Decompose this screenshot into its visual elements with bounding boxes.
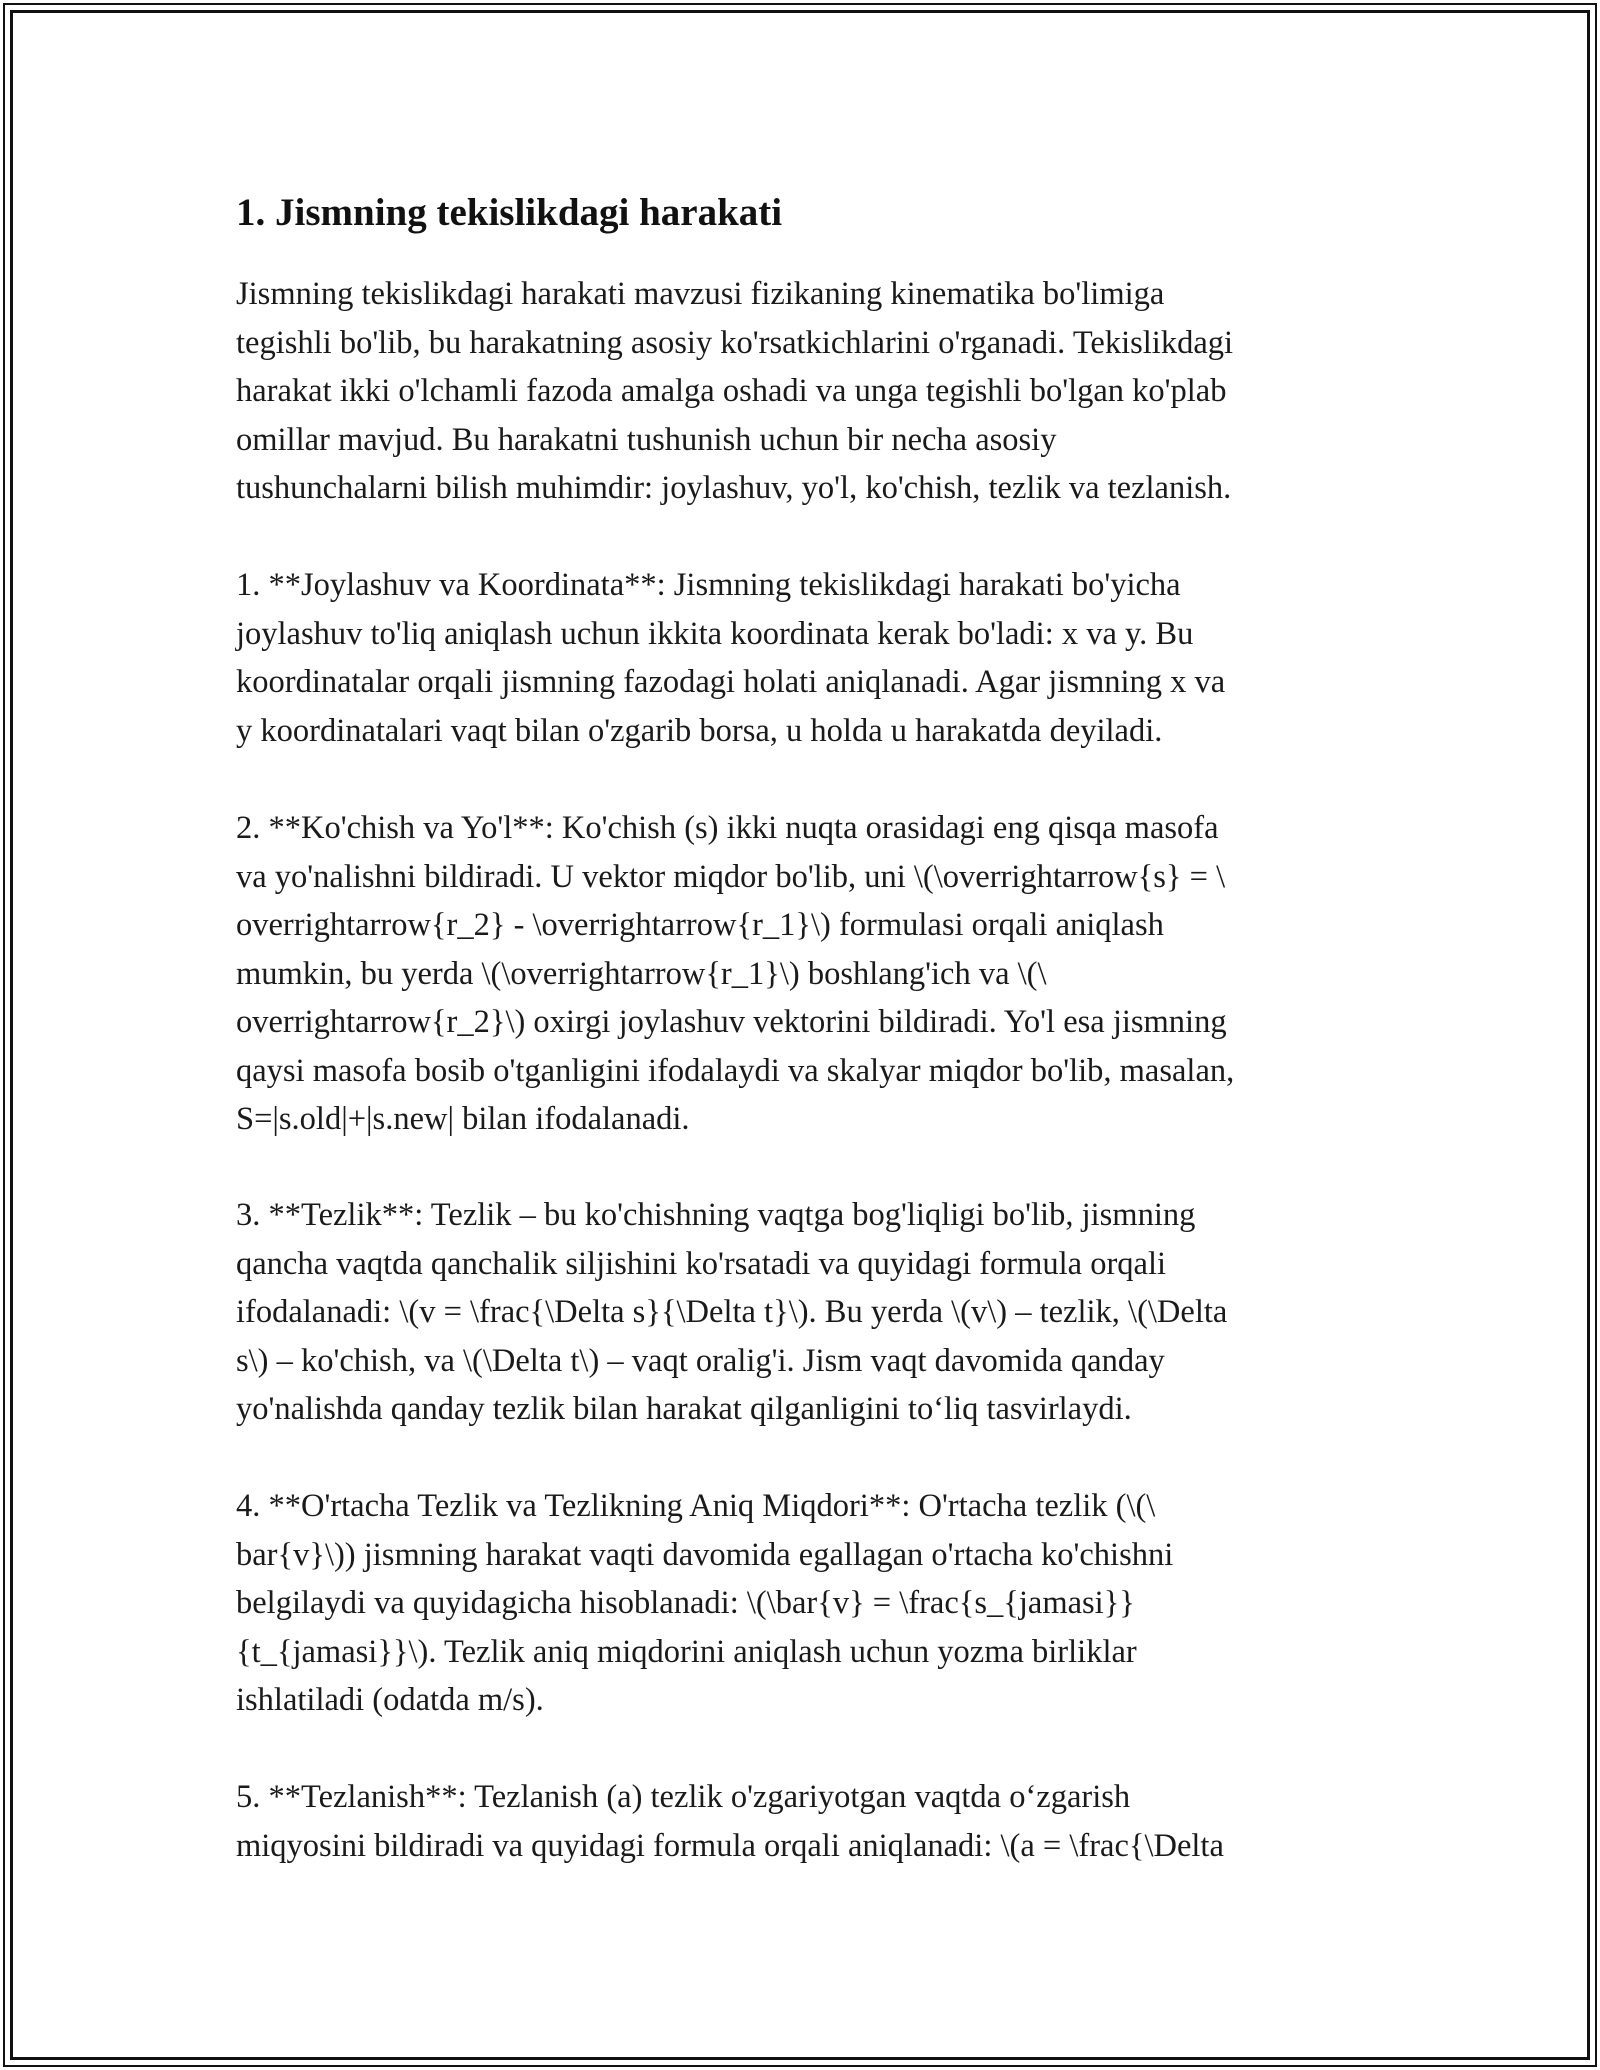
text-line: ifodalanadi: \(v = \frac{\Delta s}{\Delta t}\). Bu yerda \(v\) – tezlik, \(\Delta [236,1294,1228,1330]
text-line: bar{v}\)) jismning harakat vaqti davomida egallagan o'rtacha ko'chishni [236,1536,1174,1573]
text-line: overrightarrow{r_2}\) oxirgi joylashuv vektorini bildiradi. Yo'l esa jismning [236,1004,1227,1040]
paragraph-item-2 [236,804,1366,1144]
paragraph-intro [236,270,1366,513]
text-line: 1. **Joylashuv va Koordinata**: Jismning tekislikdagi harakati bo'yicha [236,567,1181,603]
paragraph-item-4 [236,1482,1366,1725]
document-page [236,188,1366,1864]
text-line: koordinatalar orqali jismning fazodagi holati aniqlanadi. Agar jismning x va [236,664,1226,700]
text-line: belgilaydi va quyidagicha hisoblanadi: \(\bar{v} = \frac{s_{jamasi}} [236,1585,1135,1621]
text-line: omillar mavjud. Bu harakatni tushunish uchun bir necha asosiy [236,421,1057,458]
text-line: joylashuv to'liq aniqlash uchun ikkita koordinata kerak bo'ladi: x va y. Bu [236,615,1194,652]
text-line: 5. **Tezlanish**: Tezlanish (a) tezlik o'zgariyotgan vaqtda o‘zgarish [236,1779,1131,1815]
text-line: qaysi masofa bosib o'tganligini ifodalaydi va skalyar miqdor bo'lib, masalan, [236,1052,1235,1089]
text-line: {t_{jamasi}}\). Tezlik aniq miqdorini aniqlash uchun yozma birliklar [236,1633,1137,1670]
paragraph-item-1 [236,561,1366,755]
text-line: s\) – ko'chish, va \(\Delta t\) – vaqt oralig'i. Jism vaqt davomida qanday [236,1342,1165,1379]
text-line: 2. **Ko'chish va Yo'l**: Ko'chish (s) ikki nuqta orasidagi eng qisqa masofa [236,810,1219,846]
text-line: overrightarrow{r_2} - \overrightarrow{r_1}\) formulasi orqali aniqlash [236,907,1164,943]
text-line: tegishli bo'lib, bu harakatning asosiy ko'rsatkichlarini o'rganadi. Tekislikdagi [236,324,1234,361]
text-line: 3. **Tezlik**: Tezlik – bu ko'chishning vaqtga bog'liqligi bo'lib, jismning [236,1197,1196,1233]
text-line: harakat ikki o'lchamli fazoda amalga oshadi va unga tegishli bo'lgan ko'plab [236,373,1227,409]
text-line: Jismning tekislikdagi harakati mavzusi fizikaning kinematika bo'limiga [236,276,1165,312]
paragraph-item-3 [236,1191,1366,1434]
text-line: 4. **O'rtacha Tezlik va Tezlikning Aniq Miqdori**: O'rtacha tezlik (\(\ [236,1488,1156,1524]
text-line: yo'nalishda qanday tezlik bilan harakat qilganligini to‘liq tasvirlaydi. [236,1391,1132,1427]
text-line: va yo'nalishni bildiradi. U vektor miqdor bo'lib, uni \(\overrightarrow{s} = \ [236,858,1226,895]
text-line: miqyosini bildiradi va quyidagi formula orqali aniqlanadi: \(a = \frac{\Delta [236,1827,1224,1864]
text-line: qancha vaqtda qanchalik siljishini ko'rsatadi va quyidagi formula orqali [236,1245,1167,1282]
text-line: ishlatiladi (odatda m/s). [236,1682,544,1718]
paragraph-item-5 [236,1773,1366,1870]
text-line: S=|s.old|+|s.new| bilan ifodalanadi. [236,1101,690,1137]
text-line: mumkin, bu yerda \(\overrightarrow{r_1}\) boshlang'ich va \(\ [236,955,1047,992]
text-line: y koordinatalari vaqt bilan o'zgarib borsa, u holda u harakatda deyiladi. [236,712,1163,749]
page-title: 1. Jismning tekislikdagi harakati [236,191,783,234]
text-line: tushunchalarni bilish muhimdir: joylashuv, yo'l, ko'chish, tezlik va tezlanish. [236,470,1232,506]
